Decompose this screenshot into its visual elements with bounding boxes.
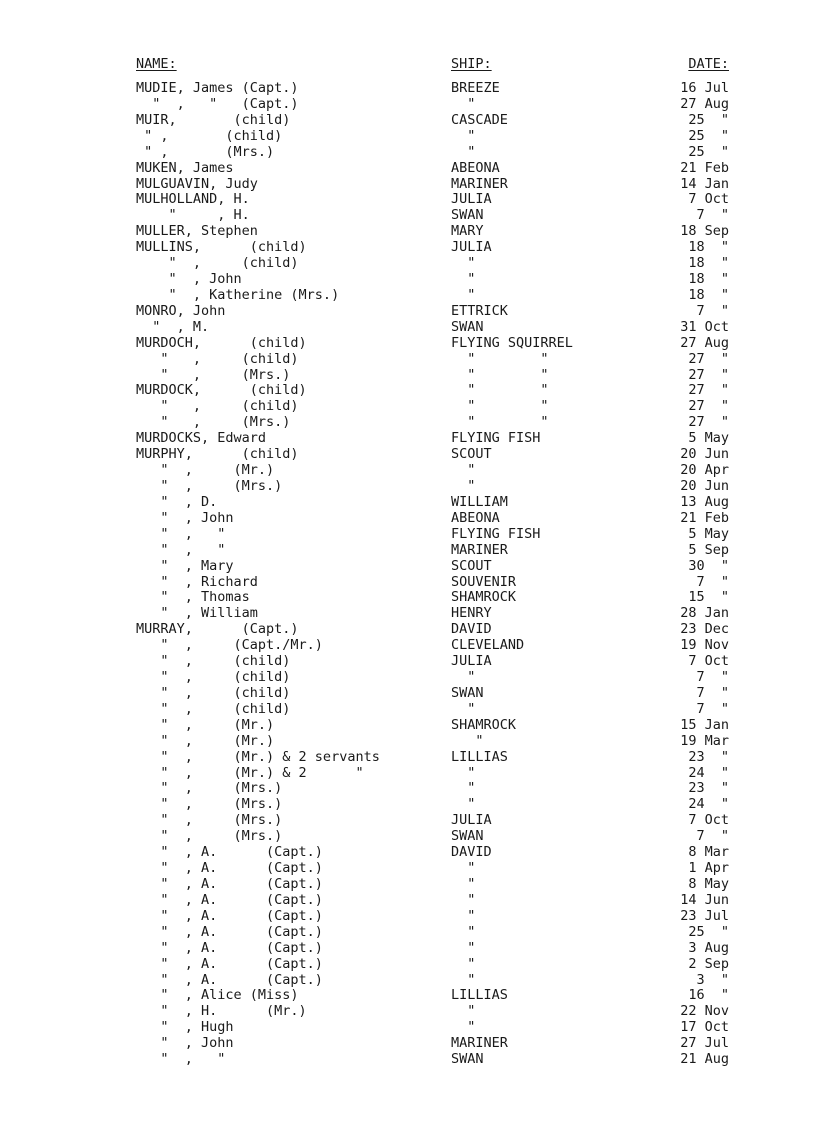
passenger-name: " , (child) <box>136 398 299 415</box>
arrival-date: 2 Sep <box>688 955 729 972</box>
passenger-record-row <box>0 574 816 590</box>
passenger-record-row <box>0 749 816 765</box>
ship-name: SWAN <box>451 684 484 701</box>
ship-name: " " <box>451 366 549 383</box>
passenger-name: " , (Mrs.) <box>136 366 291 383</box>
passenger-name: " , John <box>136 1035 234 1052</box>
passenger-name: MUIR, (child) <box>136 111 291 128</box>
passenger-name: " , John <box>136 509 234 526</box>
passenger-record-row <box>0 1019 816 1035</box>
ship-name: HENRY <box>451 605 492 622</box>
passenger-record-row <box>0 860 816 876</box>
passenger-record-row <box>0 685 816 701</box>
arrival-date: 5 Sep <box>688 541 729 558</box>
passenger-name: MULLINS, (child) <box>136 239 307 256</box>
arrival-date: 27 " <box>688 398 729 415</box>
passenger-name: " , (Mrs.) <box>136 780 283 797</box>
ship-name: " <box>451 255 476 272</box>
ship-name: MARINER <box>451 175 508 192</box>
arrival-date: 25 " <box>688 143 729 160</box>
passenger-name: MULGUAVIN, Judy <box>136 175 258 192</box>
arrival-date: 7 " <box>696 573 729 590</box>
passenger-record-row <box>0 303 816 319</box>
arrival-date: 27 " <box>688 366 729 383</box>
ship-name: DAVID <box>451 844 492 861</box>
ship-name: " <box>451 891 476 908</box>
passenger-name: " , (child) <box>136 127 283 144</box>
passenger-record-row <box>0 1051 816 1067</box>
arrival-date: 16 " <box>688 987 729 1004</box>
column-headers <box>0 56 816 72</box>
arrival-date: 27 Jul <box>680 1035 729 1052</box>
passenger-name: " , (Mr.) & 2 servants <box>136 748 380 765</box>
passenger-record-row <box>0 780 816 796</box>
ship-name: " <box>451 876 476 892</box>
passenger-record-row <box>0 335 816 351</box>
passenger-record-row <box>0 255 816 271</box>
arrival-date: 21 Feb <box>680 159 729 176</box>
passenger-record-row <box>0 398 816 414</box>
arrival-date: 3 Aug <box>688 939 729 956</box>
arrival-date: 23 Jul <box>680 907 729 924</box>
passenger-record-row <box>0 239 816 255</box>
passenger-record-row <box>0 733 816 749</box>
ship-name: " <box>451 971 476 988</box>
ship-name: " <box>451 462 476 479</box>
passenger-record-row <box>0 908 816 924</box>
ship-name: " <box>451 700 476 717</box>
ship-name: " <box>451 780 476 797</box>
passenger-record-row <box>0 430 816 446</box>
passenger-name: " , M. <box>136 318 210 335</box>
passenger-name: " , (child) <box>136 653 291 670</box>
passenger-record-row <box>0 414 816 430</box>
passenger-name: " , William <box>136 605 258 622</box>
arrival-date: 25 " <box>688 923 729 940</box>
arrival-date: 25 " <box>688 127 729 144</box>
ship-name: JULIA <box>451 653 492 670</box>
ship-name: SHAMROCK <box>451 589 517 606</box>
arrival-date: 21 Aug <box>680 1051 729 1068</box>
arrival-date: 7 " <box>696 302 729 319</box>
ship-name: " <box>451 143 476 160</box>
ship-name: " <box>451 1003 476 1020</box>
passenger-name: " , A. (Capt.) <box>136 844 323 861</box>
arrival-date: 7 " <box>696 828 729 845</box>
ship-name: SCOUT <box>451 557 492 574</box>
arrival-date: 19 Mar <box>680 732 729 749</box>
passenger-record-row <box>0 462 816 478</box>
ship-name: MARY <box>451 223 484 240</box>
passenger-record-row <box>0 972 816 988</box>
name-column-header: NAME: <box>136 56 177 72</box>
passenger-name: MURDOCKS, Edward <box>136 430 267 447</box>
ship-name: " <box>451 127 476 144</box>
passenger-record-row <box>0 987 816 1003</box>
arrival-date: 5 May <box>688 525 729 542</box>
passenger-name: " , (Capt./Mr.) <box>136 637 323 654</box>
arrival-date: 19 Nov <box>680 637 729 654</box>
arrival-date: 20 Jun <box>680 446 729 463</box>
ship-name: MARINER <box>451 1035 508 1052</box>
arrival-date: 3 " <box>696 971 729 988</box>
passenger-name: " , A. (Capt.) <box>136 923 323 940</box>
passenger-record-row <box>0 558 816 574</box>
ship-name: DAVID <box>451 621 492 638</box>
ship-column-header: SHIP: <box>451 56 492 72</box>
passenger-record-row <box>0 796 816 812</box>
arrival-date: 27 Aug <box>680 95 729 112</box>
ship-name: " <box>451 271 476 288</box>
passenger-name: " , (Mrs.) <box>136 796 283 813</box>
arrival-date: 7 " <box>696 669 729 686</box>
arrival-date: 24 " <box>688 764 729 781</box>
ship-name: " <box>451 1019 476 1036</box>
ship-name: ABEONA <box>451 159 500 176</box>
passenger-record-row <box>0 223 816 239</box>
passenger-record-row <box>0 144 816 160</box>
arrival-date: 28 Jan <box>680 605 729 622</box>
ship-name: SWAN <box>451 207 484 224</box>
passenger-record-row <box>0 717 816 733</box>
ship-name: " <box>451 669 476 686</box>
ship-name: JULIA <box>451 812 492 829</box>
passenger-record-row <box>0 924 816 940</box>
passenger-record-row <box>0 589 816 605</box>
arrival-date: 18 Sep <box>680 223 729 240</box>
passenger-record-row <box>0 478 816 494</box>
ship-name: " <box>451 860 476 877</box>
arrival-date: 18 " <box>688 286 729 303</box>
arrival-date: 7 " <box>696 684 729 701</box>
passenger-name: " , (Mr.) <box>136 462 275 479</box>
passenger-record-row <box>0 319 816 335</box>
ship-name: LILLIAS <box>451 987 508 1004</box>
arrival-date: 8 Mar <box>688 844 729 861</box>
ship-name: " <box>451 478 476 494</box>
arrival-date: 1 Apr <box>688 860 729 877</box>
passenger-name: " , Thomas <box>136 589 250 606</box>
passenger-name: " , A. (Capt.) <box>136 907 323 924</box>
passenger-record-row <box>0 160 816 176</box>
ship-name: LILLIAS <box>451 748 508 765</box>
passenger-name: MULLER, Stephen <box>136 223 258 240</box>
passenger-name: " , (child) <box>136 255 299 272</box>
arrival-date: 15 Jan <box>680 716 729 733</box>
passenger-name: " , D. <box>136 493 218 510</box>
passenger-name: " , H. (Mr.) <box>136 1003 307 1020</box>
passenger-name: " , A. (Capt.) <box>136 860 323 877</box>
passenger-name: " , A. (Capt.) <box>136 939 323 956</box>
ship-name: ETTRICK <box>451 302 508 319</box>
passenger-record-row <box>0 446 816 462</box>
passenger-record-row <box>0 621 816 637</box>
ship-name: " <box>451 955 476 972</box>
ship-name: MARINER <box>451 541 508 558</box>
passenger-record-row <box>0 80 816 96</box>
passenger-name: " , Alice (Miss) <box>136 987 299 1004</box>
passenger-record-row <box>0 669 816 685</box>
ship-name: BREEZE <box>451 80 500 96</box>
passenger-record-row <box>0 287 816 303</box>
passenger-record-row <box>0 765 816 781</box>
arrival-date: 24 " <box>688 796 729 813</box>
passenger-record-row <box>0 271 816 287</box>
passenger-record-row <box>0 1035 816 1051</box>
passenger-record-row <box>0 207 816 223</box>
passenger-name: " , " <box>136 525 226 542</box>
arrival-date: 8 May <box>688 876 729 892</box>
passenger-record-row <box>0 653 816 669</box>
ship-name: " " <box>451 350 549 367</box>
passenger-name: " , A. (Capt.) <box>136 955 323 972</box>
passenger-record-row <box>0 494 816 510</box>
passenger-name: " , (Mrs.) <box>136 143 275 160</box>
ship-name: CLEVELAND <box>451 637 525 654</box>
passenger-name: " , " <box>136 541 226 558</box>
arrival-date: 18 " <box>688 255 729 272</box>
passenger-name: " , (Mrs.) <box>136 828 283 845</box>
passenger-record-row <box>0 701 816 717</box>
passenger-record-row <box>0 828 816 844</box>
passenger-name: " , (Mr.) & 2 " <box>136 764 364 781</box>
arrival-date: 20 Jun <box>680 478 729 494</box>
passenger-name: MULHOLLAND, H. <box>136 191 250 208</box>
ship-name: ABEONA <box>451 509 500 526</box>
arrival-date: 17 Oct <box>680 1019 729 1036</box>
arrival-date: 18 " <box>688 239 729 256</box>
passenger-name: " , " (Capt.) <box>136 95 299 112</box>
passenger-name: " , (Mrs.) <box>136 812 283 829</box>
passenger-name: " , H. <box>136 207 250 224</box>
arrival-date: 21 Feb <box>680 509 729 526</box>
passenger-record-row <box>0 876 816 892</box>
ship-name: " <box>451 923 476 940</box>
passenger-name: MURDOCK, (child) <box>136 382 307 399</box>
ship-name: " " <box>451 382 549 399</box>
ship-name: " <box>451 939 476 956</box>
passenger-record-row <box>0 844 816 860</box>
passenger-name: " , John <box>136 271 242 288</box>
passenger-record-row <box>0 1003 816 1019</box>
passenger-name: " , Katherine (Mrs.) <box>136 286 340 303</box>
passenger-name: " , " <box>136 1051 226 1068</box>
passenger-name: MURRAY, (Capt.) <box>136 621 299 638</box>
passenger-name: MUKEN, James <box>136 159 234 176</box>
ship-name: " <box>451 796 476 813</box>
passenger-name: " , A. (Capt.) <box>136 891 323 908</box>
arrival-date: 30 " <box>688 557 729 574</box>
ship-name: " " <box>451 398 549 415</box>
arrival-date: 14 Jun <box>680 891 729 908</box>
passenger-name: " , (Mrs.) <box>136 478 283 494</box>
passenger-record-row <box>0 112 816 128</box>
passenger-record-row <box>0 605 816 621</box>
arrival-date: 15 " <box>688 589 729 606</box>
arrival-date: 22 Nov <box>680 1003 729 1020</box>
passenger-name: MUDIE, James (Capt.) <box>136 80 299 96</box>
ship-name: FLYING SQUIRREL <box>451 334 573 351</box>
ship-name: " <box>451 907 476 924</box>
passenger-record-row <box>0 367 816 383</box>
ship-name: WILLIAM <box>451 493 508 510</box>
arrival-date: 7 Oct <box>688 812 729 829</box>
ship-name: JULIA <box>451 239 492 256</box>
arrival-date: 31 Oct <box>680 318 729 335</box>
passenger-name: " , (child) <box>136 700 291 717</box>
passenger-name: " , Hugh <box>136 1019 234 1036</box>
ship-name: " <box>451 732 484 749</box>
passenger-record-row <box>0 128 816 144</box>
ship-name: " <box>451 764 476 781</box>
arrival-date: 23 " <box>688 780 729 797</box>
passenger-name: " , Richard <box>136 573 258 590</box>
arrival-date: 13 Aug <box>680 493 729 510</box>
passenger-record-row <box>0 96 816 112</box>
arrival-date: 25 " <box>688 111 729 128</box>
ship-name: SHAMROCK <box>451 716 517 733</box>
passenger-record-row <box>0 510 816 526</box>
passenger-name: " , A. (Capt.) <box>136 971 323 988</box>
date-column-header: DATE: <box>688 56 729 72</box>
passenger-record-row <box>0 956 816 972</box>
passenger-record-row <box>0 382 816 398</box>
passenger-record-row <box>0 542 816 558</box>
ship-name: FLYING FISH <box>451 430 541 447</box>
passenger-name: " , Mary <box>136 557 234 574</box>
passenger-record-row <box>0 351 816 367</box>
passenger-name: " , (Mr.) <box>136 716 275 733</box>
arrival-date: 5 May <box>688 430 729 447</box>
arrival-date: 27 " <box>688 382 729 399</box>
arrival-date: 7 " <box>696 207 729 224</box>
passenger-record-row <box>0 526 816 542</box>
ship-name: SOUVENIR <box>451 573 517 590</box>
arrival-date: 23 " <box>688 748 729 765</box>
arrival-date: 27 " <box>688 350 729 367</box>
ship-name: SWAN <box>451 1051 484 1068</box>
ship-name: CASCADE <box>451 111 508 128</box>
passenger-record-row <box>0 812 816 828</box>
passenger-name: MURPHY, (child) <box>136 446 299 463</box>
passenger-name: " , A. (Capt.) <box>136 876 323 892</box>
ship-name: " <box>451 286 476 303</box>
passenger-record-row <box>0 892 816 908</box>
ship-name: SWAN <box>451 828 484 845</box>
ship-name: SWAN <box>451 318 484 335</box>
passenger-name: " , (child) <box>136 684 291 701</box>
passenger-name: " , (child) <box>136 669 291 686</box>
passenger-record-row <box>0 191 816 207</box>
arrival-date: 16 Jul <box>680 80 729 96</box>
ship-name: " <box>451 95 476 112</box>
arrival-date: 20 Apr <box>680 462 729 479</box>
ship-name: FLYING FISH <box>451 525 541 542</box>
ship-name: " " <box>451 414 549 431</box>
passenger-record-row <box>0 637 816 653</box>
passenger-name: MONRO, John <box>136 302 226 319</box>
arrival-date: 27 " <box>688 414 729 431</box>
arrival-date: 7 Oct <box>688 191 729 208</box>
arrival-date: 7 Oct <box>688 653 729 670</box>
passenger-name: " , (Mr.) <box>136 732 275 749</box>
passenger-record-row <box>0 176 816 192</box>
passenger-name: " , (Mrs.) <box>136 414 291 431</box>
passenger-record-row <box>0 940 816 956</box>
arrival-date: 18 " <box>688 271 729 288</box>
arrival-date: 27 Aug <box>680 334 729 351</box>
passenger-name: " , (child) <box>136 350 299 367</box>
arrival-date: 23 Dec <box>680 621 729 638</box>
ship-name: JULIA <box>451 191 492 208</box>
arrival-date: 7 " <box>696 700 729 717</box>
passenger-name: MURDOCH, (child) <box>136 334 307 351</box>
ship-name: SCOUT <box>451 446 492 463</box>
arrival-date: 14 Jan <box>680 175 729 192</box>
